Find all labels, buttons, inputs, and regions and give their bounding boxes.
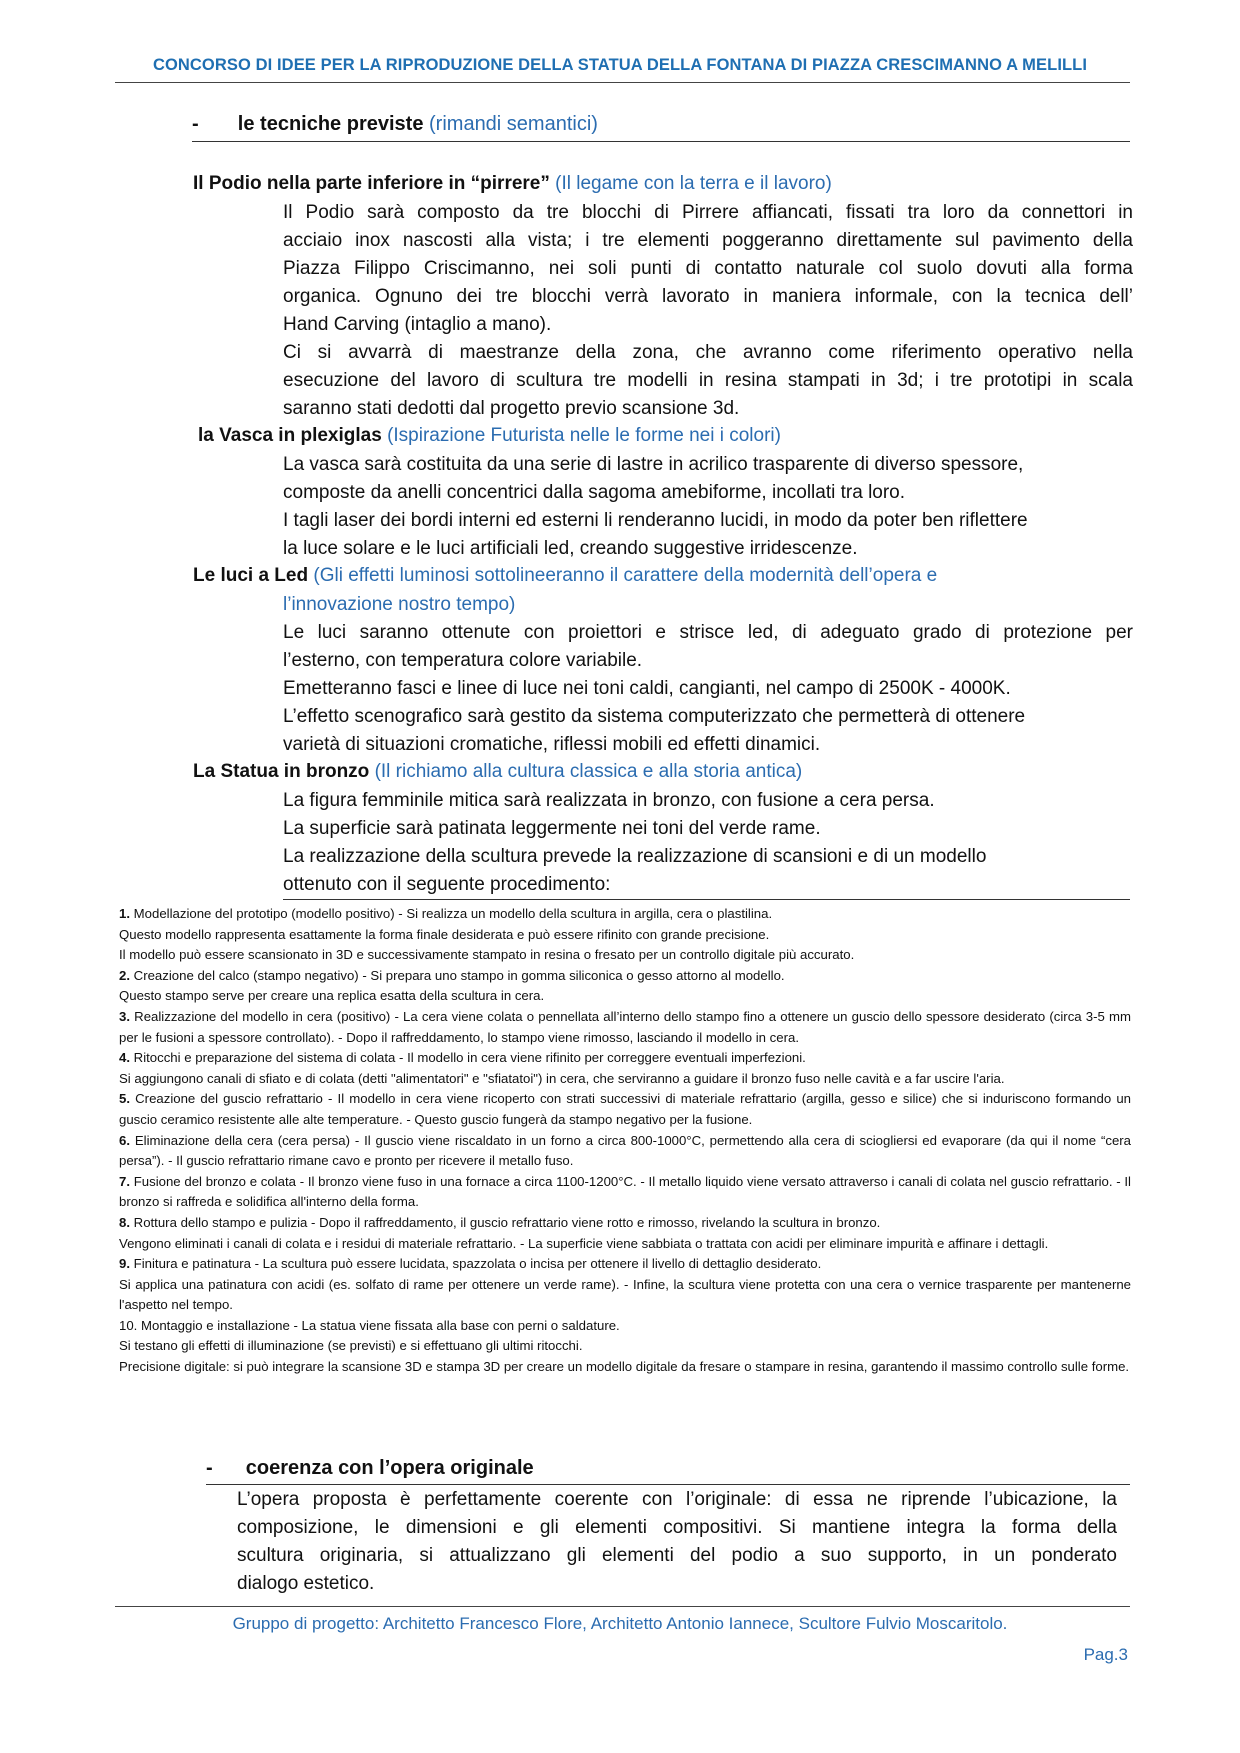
statua-line: La realizzazione della scultura prevede la realizzazione di scansioni e di un modello <box>283 846 987 867</box>
procedure-step: Si testano gli effetti di illuminazione (se previsti) e si effettuano gli ultimi ritocchi. <box>119 1338 583 1354</box>
section-tecniche-heading <box>192 113 598 136</box>
procedure-step: Vengono eliminati i canali di colata e i residui di materiale refrattario. - La superficie viene sabbiata o trattata con acidi per eliminare impurità e affinare i dettagli. <box>119 1235 1049 1251</box>
statua-line: La superficie sarà patinata leggermente nei toni del verde rame. <box>283 818 821 839</box>
procedure-step: 4. Ritocchi e preparazione del sistema di colata - Il modello in cera viene rifinito per correggere eventuali imperfezioni. <box>119 1050 806 1066</box>
section-dash: - <box>192 113 199 135</box>
statua-paragraph <box>283 787 1133 899</box>
luci-line: l’esterno, con temperatura colore variabile. <box>283 650 643 671</box>
podio-paragraph <box>283 199 1133 423</box>
podio-line: esecuzione del lavoro di scultura tre modelli in resina stampati in 3d; i tre prototipi in scala <box>283 370 1133 391</box>
statua-underline <box>283 899 1130 900</box>
podio-line: Il Podio sarà composto da tre blocchi di Pirrere affiancati, fissati tra loro da connettori in <box>283 202 1133 223</box>
page-number: Pag.3 <box>1083 1645 1128 1664</box>
luci-line: Le luci saranno ottenute con proiettori e strisce led, di adeguato grado di protezione per <box>283 622 1133 643</box>
podio-line: acciaio inox nascosti alla vista; i tre elementi poggeranno direttamente sul pavimento della <box>283 230 1133 251</box>
footer-divider <box>115 1606 1130 1607</box>
section-tecniche-underline <box>192 141 1130 142</box>
footer-credits: Gruppo di progetto: Architetto Francesco Flore, Architetto Antonio Iannece, Scultore Fulvio Moscaritolo. <box>232 1614 1008 1633</box>
podio-line: Piazza Filippo Criscimanno, nei soli punti di contatto naturale col suolo dovuti alla forma <box>283 258 1133 279</box>
procedure-steps <box>119 904 1131 1378</box>
coerenza-line: scultura originaria, si attualizzano gli elementi del podio a suo supporto, in un ponderato <box>237 1545 1117 1566</box>
coerenza-paragraph <box>237 1486 1117 1598</box>
coerenza-line: dialogo estetico. <box>237 1573 375 1594</box>
section-dash: - <box>206 1457 213 1479</box>
procedure-step: Il modello può essere scansionato in 3D e successivamente stampato in resina o fresato per un controllo digitale più accurato. <box>119 947 855 963</box>
vasca-line: I tagli laser dei bordi interni ed esterni li renderanno lucidi, in modo da poter ben riflettere <box>283 510 1028 531</box>
procedure-step: 8. Rottura dello stampo e pulizia - Dopo il raffreddamento, il guscio refrattario viene rotto e rimosso, rivelando la scultura in bronzo. <box>119 1214 881 1230</box>
procedure-step: 1. Modellazione del prototipo (modello positivo) - Si realizza un modello della scultura in argilla, cera o plastilina. <box>119 906 773 921</box>
luci-line: varietà di situazioni cromatiche, riflessi mobili ed effetti dinamici. <box>283 734 821 755</box>
statua-note: (Il richiamo alla cultura classica e alla storia antica) <box>374 761 803 782</box>
podio-line: Ci si avvarrà di maestranze della zona, che avranno come riferimento operativo nella <box>283 342 1133 363</box>
procedure-step: Si applica una patinatura con acidi (es. solfato di rame per ottenere un verde rame). - Infine, la scultura viene protetta con una cera o vernice trasparente per mantenerne l'aspetto nel tempo. <box>119 1276 1131 1313</box>
podio-heading <box>193 173 832 195</box>
podio-title: Il Podio nella parte inferiore in “pirrere” <box>193 173 550 194</box>
section-tecniche-title: le tecniche previste <box>237 113 424 135</box>
procedure-step: 10. Montaggio e installazione - La statua viene fissata alla base con perni o saldature. <box>119 1317 620 1333</box>
statua-title: La Statua in bronzo <box>193 761 370 782</box>
statua-line: ottenuto con il seguente procedimento: <box>283 874 611 895</box>
luci-title: Le luci a Led <box>193 565 309 586</box>
procedure-step: 2. Creazione del calco (stampo negativo) - Si prepara uno stampo in gomma siliconica o gesso attorno al modello. <box>119 967 785 983</box>
vasca-heading <box>198 425 781 447</box>
podio-note: (Il legame con la terra e il lavoro) <box>555 173 832 194</box>
coerenza-line: composizione, le dimensioni e gli elementi compositivi. Si mantiene integra la forma della <box>237 1517 1117 1538</box>
procedure-step: 7. Fusione del bronzo e colata - Il bronzo viene fuso in una fornace a circa 1100-1200°C. - Il metallo liquido viene versato attraverso i canali di colata nel guscio refrattario. - Il bronzo si raffreda e solidifica all'interno della forma. <box>119 1173 1131 1210</box>
document-header-title: CONCORSO DI IDEE PER LA RIPRODUZIONE DELLA STATUA DELLA FONTANA DI PIAZZA CRESCIMANNO A MELILLI <box>152 56 1088 74</box>
luci-line: Emetteranno fasci e linee di luce nei toni caldi, cangianti, nel campo di 2500K - 4000K. <box>283 678 1011 699</box>
section-coerenza-title: coerenza con l’opera originale <box>245 1457 534 1479</box>
coerenza-line: L’opera proposta è perfettamente coerente con l’originale: di essa ne riprende l’ubicazione, la <box>237 1489 1117 1510</box>
procedure-step: 3. Realizzazione del modello in cera (positivo) - La cera viene colata o pennellata all’interno dello stampo fino a ottenere un guscio dello spessore desiderato (circa 3-5 mm per le fusioni a spessore controllato). - Dopo il raffreddamento, lo stampo viene rimosso, lasciando il modello in cera. <box>119 1008 1131 1045</box>
procedure-step: 5. Creazione del guscio refrattario - Il modello in cera viene ricoperto con strati successivi di materiale refrattario (argilla, gesso e silice) che si induriscono formando un guscio ceramico resistente alle alte temperature. - Questo guscio fungerà da stampo negativo per la fusione. <box>119 1091 1131 1127</box>
procedure-step: 6. Eliminazione della cera (cera persa) - Il guscio viene riscaldato in un forno a circa 800-1000°C, permettendo alla cera di sciogliersi ed evaporare (da qui il nome “cera persa”). - Il guscio refrattario rimane cavo e pronto per ricevere il metallo fuso. <box>119 1132 1131 1169</box>
section-tecniche-note: (rimandi semantici) <box>429 113 598 135</box>
procedure-step: Questo stampo serve per creare una replica esatta della scultura in cera. <box>119 988 545 1004</box>
vasca-paragraph <box>283 451 1133 563</box>
section-coerenza-underline <box>206 1484 1130 1485</box>
procedure-step: Precisione digitale: si può integrare la scansione 3D e stampa 3D per creare un modello digitale da fresare o stampare in resina, garantendo il massimo controllo sulle forme. <box>119 1359 1130 1375</box>
procedure-step: 9. Finitura e patinatura - La scultura può essere lucidata, spazzolata o incisa per ottenere il livello di dettaglio desiderato. <box>119 1256 822 1272</box>
podio-line: Hand Carving (intaglio a mano). <box>283 314 552 335</box>
procedure-step: Questo modello rappresenta esattamente la forma finale desiderata e può essere rifinito con grande precisione. <box>119 926 770 942</box>
procedure-step: Si aggiungono canali di sfiato e di colata (detti "alimentatori" e "sfiatatoi") in cera, che serviranno a guidare il bronzo fuso nelle cavità e a far uscire l'aria. <box>119 1070 1005 1086</box>
header-divider <box>115 82 1130 83</box>
luci-heading <box>193 565 937 587</box>
luci-note-continued: l’innovazione nostro tempo) <box>283 594 516 615</box>
luci-line: L’effetto scenografico sarà gestito da sistema computerizzato che permetterà di ottenere <box>283 706 1026 727</box>
vasca-title: la Vasca in plexiglas <box>198 425 382 446</box>
section-coerenza-heading <box>206 1457 534 1480</box>
luci-paragraph <box>283 591 1133 759</box>
statua-line: La figura femminile mitica sarà realizzata in bronzo, con fusione a cera persa. <box>283 790 935 811</box>
luci-note: (Gli effetti luminosi sottolineeranno il carattere della modernità dell’opera e <box>313 565 938 586</box>
vasca-note: (Ispirazione Futurista nelle le forme nei i colori) <box>387 425 781 446</box>
vasca-line: composte da anelli concentrici dalla sagoma amebiforme, incollati tra loro. <box>283 482 906 503</box>
podio-line: organica. Ognuno dei tre blocchi verrà lavorato in maniera informale, con la tecnica dell’ <box>283 286 1133 307</box>
vasca-line: la luce solare e le luci artificiali led, creando suggestive irridescenze. <box>283 538 858 559</box>
statua-heading <box>193 761 802 783</box>
podio-line: saranno stati dedotti dal progetto previo scansione 3d. <box>283 398 740 419</box>
vasca-line: La vasca sarà costituita da una serie di lastre in acrilico trasparente di diverso spessore, <box>283 454 1024 475</box>
